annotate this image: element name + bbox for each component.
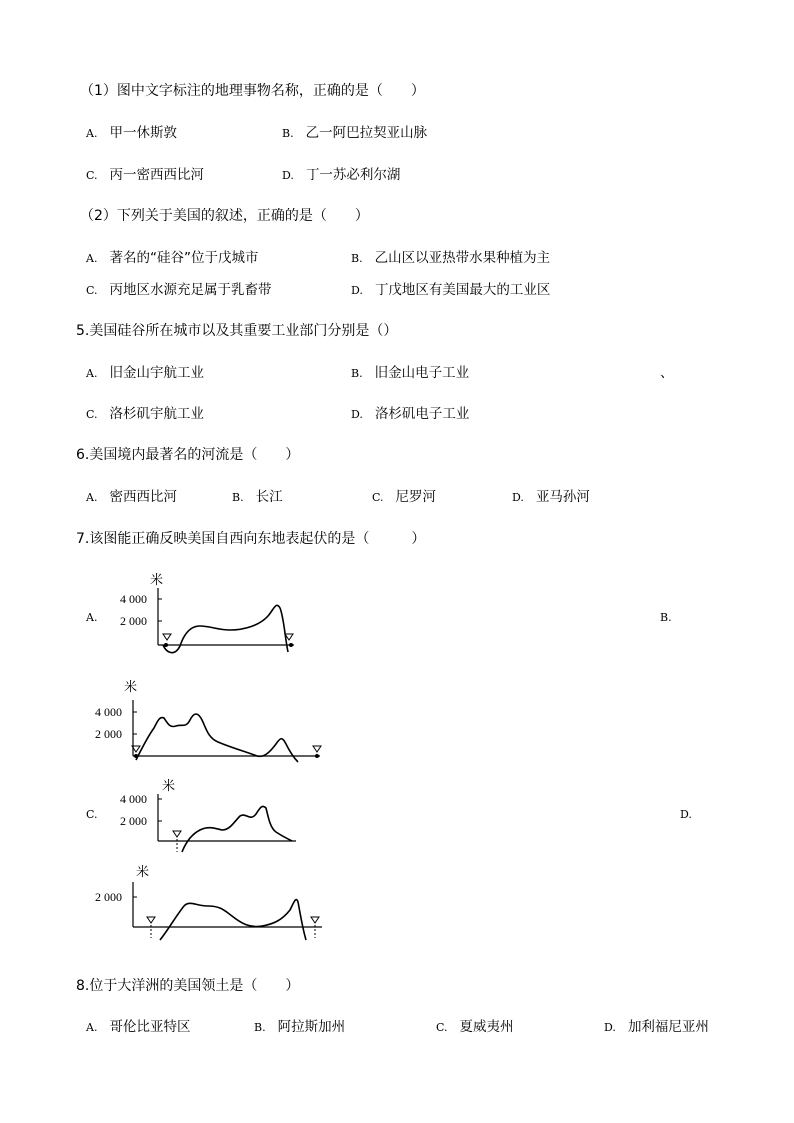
- option-text: 长江: [255, 489, 283, 505]
- option-text: 旧金山电子工业: [374, 365, 470, 381]
- option-text: 丁一苏必利尔湖: [305, 167, 401, 183]
- option-text: 丙一密西西比河: [109, 167, 205, 183]
- unit-label: 米: [150, 572, 164, 587]
- sea-level-marker: [313, 746, 321, 752]
- option-letter: B.: [351, 367, 363, 380]
- endpoint-dot: [315, 754, 319, 758]
- option-letter: A.: [86, 367, 98, 380]
- q5-option-d[interactable]: [351, 405, 469, 424]
- terrain-profile-line: [136, 714, 298, 762]
- option-text: 乙山区以亚热带水果种植为主: [374, 250, 551, 266]
- tick-label-2000: 2 000: [120, 814, 147, 828]
- option-letter: C.: [436, 1021, 448, 1034]
- sea-level-marker: [147, 917, 155, 923]
- option-letter: B.: [282, 127, 294, 140]
- option-text: 洛杉矶电子工业: [374, 406, 470, 422]
- option-letter: C.: [86, 284, 98, 297]
- option-letter: A.: [86, 127, 98, 140]
- option-letter: C.: [86, 408, 98, 421]
- terrain-profile-line: [160, 900, 306, 940]
- option-letter: D.: [512, 491, 524, 504]
- option-letter: D.: [604, 1021, 616, 1034]
- stray-mark: 、: [660, 365, 674, 381]
- option-letter: D.: [351, 284, 363, 297]
- q4-1-option-c[interactable]: [86, 166, 204, 185]
- option-letter: A.: [86, 1021, 98, 1034]
- endpoint-dot: [164, 643, 168, 647]
- option-text: 旧金山宇航工业: [109, 365, 204, 381]
- option-text: 密西西比河: [109, 489, 177, 505]
- option-text: 甲一休斯敦: [109, 125, 177, 141]
- q7-option-a-letter[interactable]: A.: [86, 611, 98, 624]
- option-text: 丁戊地区有美国最大的工业区: [374, 282, 551, 298]
- endpoint-dot: [134, 754, 138, 758]
- q6-option-c[interactable]: [372, 488, 436, 507]
- option-text: 尼罗河: [395, 489, 437, 505]
- profile-chart-a[interactable]: [110, 568, 310, 660]
- q8-option-d[interactable]: [604, 1018, 709, 1037]
- q4-2-option-c[interactable]: [86, 281, 272, 300]
- sea-level-marker: [173, 831, 181, 837]
- q7-option-b-letter[interactable]: B.: [660, 611, 672, 624]
- q4-2-option-a[interactable]: [86, 249, 258, 268]
- unit-label: 米: [136, 864, 150, 879]
- option-text: 哥伦比亚特区: [109, 1019, 191, 1035]
- sea-level-marker: [163, 634, 171, 640]
- question-4-2-stem: （2）下列关于美国的叙述，正确的是（ ）: [80, 208, 369, 224]
- option-letter: B.: [254, 1021, 266, 1034]
- q6-option-b[interactable]: [232, 488, 283, 507]
- tick-label-4000: 4 000: [95, 705, 122, 719]
- profile-chart-d[interactable]: [92, 860, 332, 950]
- endpoint-dot: [289, 643, 293, 647]
- q5-option-a[interactable]: [86, 364, 204, 383]
- option-letter: B.: [351, 252, 363, 265]
- option-letter: A.: [86, 491, 98, 504]
- option-letter: D.: [351, 408, 363, 421]
- question-5-stem: 5.美国硅谷所在城市以及其重要工业部门分别是（）: [76, 323, 398, 339]
- question-7-stem: 7.该图能正确反映美国自西向东地表起伏的是（ ）: [76, 531, 426, 547]
- sea-level-marker: [311, 917, 319, 923]
- tick-label-2000: 2 000: [95, 727, 122, 741]
- option-text: 丙地区水源充足属于乳畜带: [109, 282, 272, 298]
- option-letter: C.: [372, 491, 384, 504]
- option-text: 洛杉矶宇航工业: [109, 406, 205, 422]
- option-letter: A.: [86, 252, 98, 265]
- unit-label: 米: [162, 778, 176, 793]
- q7-option-d-letter[interactable]: D.: [680, 808, 692, 821]
- terrain-profile-line: [182, 806, 292, 852]
- q5-option-b[interactable]: [351, 364, 469, 383]
- question-8-stem: 8.位于大洋洲的美国领土是（ ）: [76, 978, 300, 994]
- unit-label: 米: [124, 679, 138, 694]
- option-letter: D.: [282, 169, 294, 182]
- q8-option-c[interactable]: [436, 1018, 514, 1037]
- option-letter: B.: [232, 491, 244, 504]
- question-6-stem: 6.美国境内最著名的河流是（ ）: [76, 447, 300, 463]
- q4-1-option-d[interactable]: [282, 166, 400, 185]
- tick-label-2000: 2 000: [95, 890, 122, 904]
- option-text: 夏威夷州: [459, 1019, 514, 1035]
- q5-option-c[interactable]: [86, 405, 204, 424]
- q7-option-c-letter[interactable]: C.: [86, 808, 98, 821]
- q8-option-a[interactable]: [86, 1018, 190, 1037]
- option-text: 加利福尼亚州: [627, 1019, 709, 1035]
- tick-label-4000: 4 000: [120, 592, 147, 606]
- q6-option-d[interactable]: [512, 488, 590, 507]
- profile-chart-c[interactable]: [110, 776, 310, 856]
- profile-chart-b[interactable]: [92, 676, 332, 771]
- q8-option-b[interactable]: [254, 1018, 345, 1037]
- option-text: 乙一阿巴拉契亚山脉: [305, 125, 428, 141]
- q4-1-option-b[interactable]: [282, 124, 427, 143]
- option-text: 著名的“硅谷”位于戊城市: [109, 250, 259, 266]
- tick-label-4000: 4 000: [120, 792, 147, 806]
- option-text: 阿拉斯加州: [277, 1019, 346, 1035]
- question-4-1-stem: （1）图中文字标注的地理事物名称，正确的是（ ）: [80, 83, 425, 99]
- q4-2-option-b[interactable]: [351, 249, 550, 268]
- q4-1-option-a[interactable]: [86, 124, 177, 143]
- option-letter: C.: [86, 169, 98, 182]
- q4-2-option-d[interactable]: [351, 281, 550, 300]
- tick-label-2000: 2 000: [120, 614, 147, 628]
- option-text: 亚马孙河: [535, 489, 590, 505]
- q6-option-a[interactable]: [86, 488, 177, 507]
